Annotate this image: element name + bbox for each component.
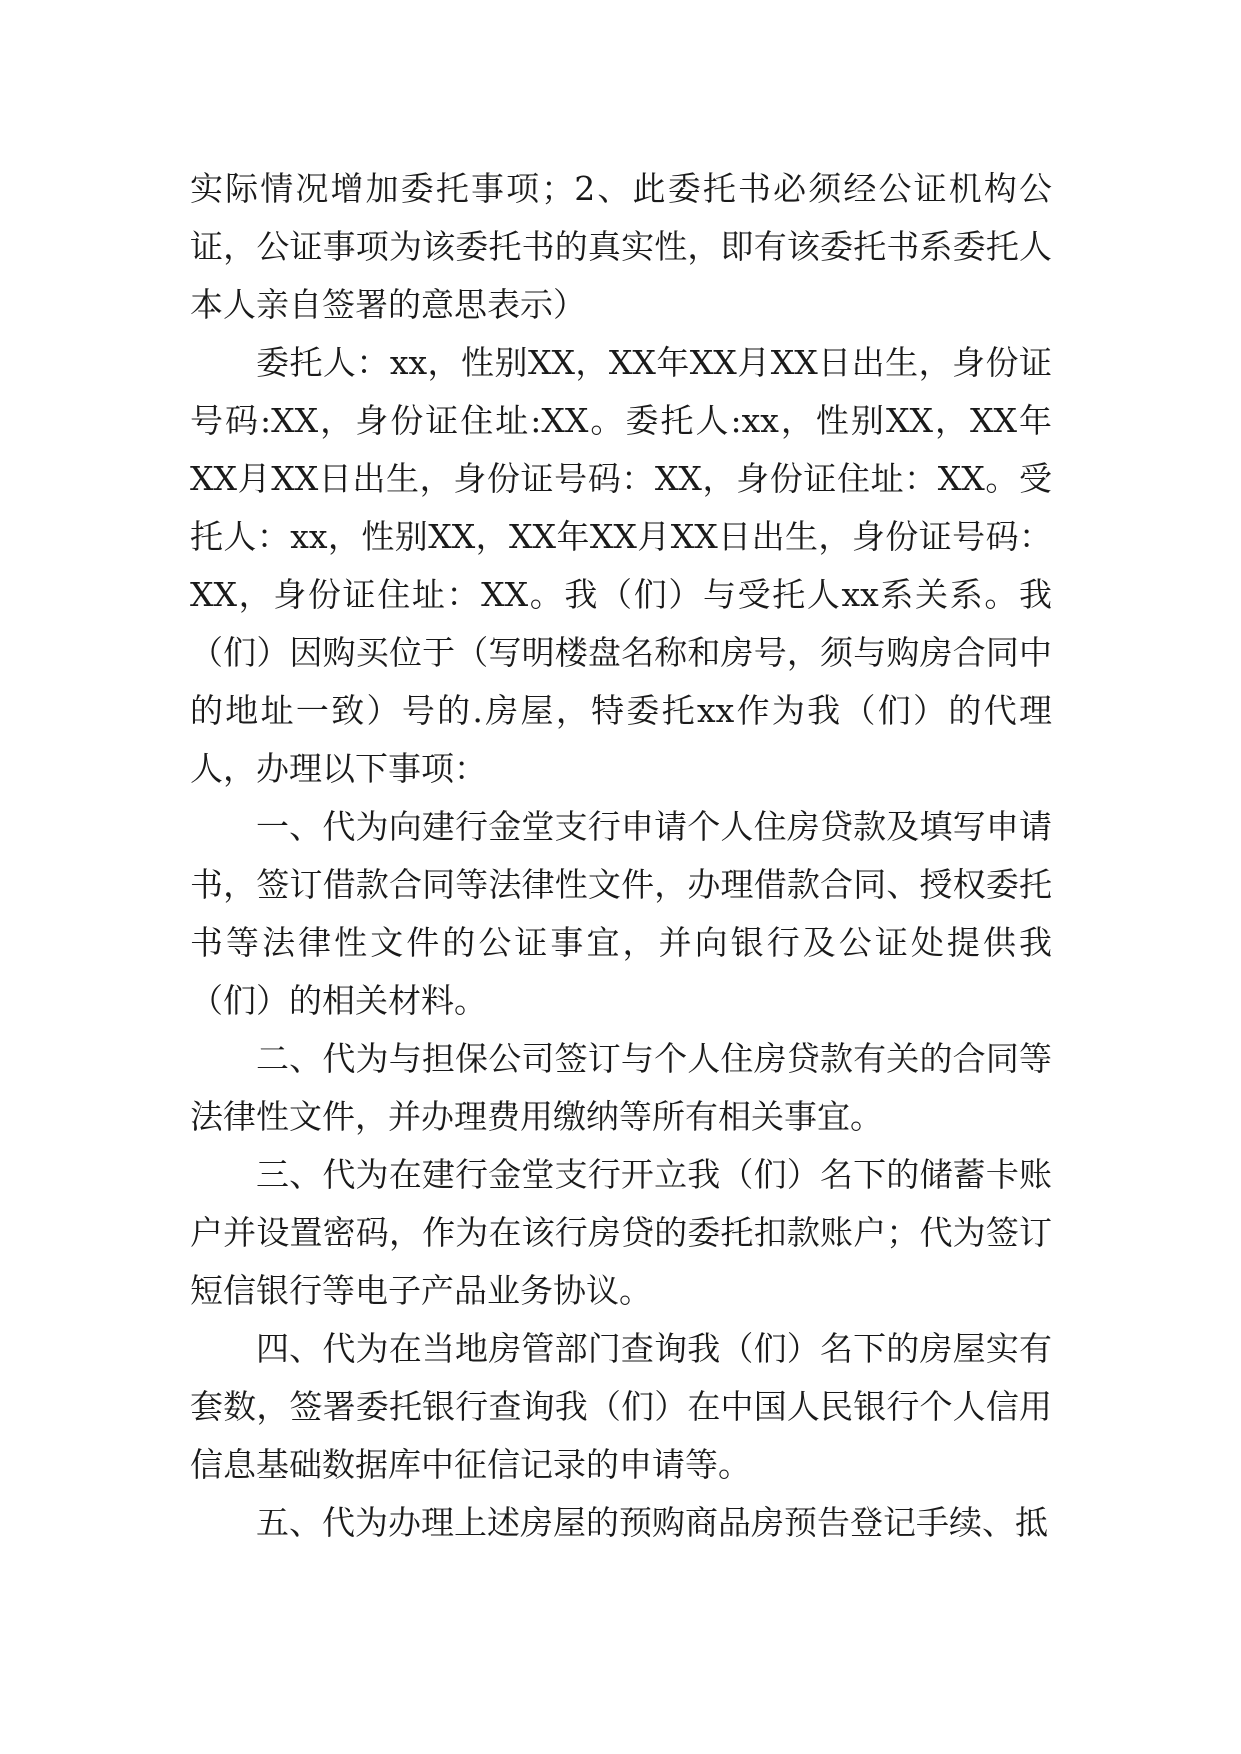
paragraph-delegation-notes: 实际情况增加委托事项；2、此委托书必须经公证机构公证，公证事项为该委托书的真实性，即有该委托书系委托人本人亲自签署的意思表示）	[190, 169, 1052, 324]
paragraph-item-three: 三、代为在建行金堂支行开立我（们）名下的储蓄卡账户并设置密码，作为在该行房贷的委托扣款账户；代为签订短信银行等电子产品业务协议。	[190, 1155, 1052, 1310]
paragraph-item-two: 二、代为与担保公司签订与个人住房贷款有关的合同等法律性文件，并办理费用缴纳等所有相关事宜。	[190, 1039, 1052, 1136]
paragraph-item-four: 四、代为在当地房管部门查询我（们）名下的房屋实有套数，签署委托银行查询我（们）在中国人民银行个人信用信息基础数据库中征信记录的申请等。	[190, 1329, 1052, 1484]
document-body	[190, 160, 1052, 1552]
paragraph-item-five: 五、代为办理上述房屋的预购商品房预告登记手续、抵	[256, 1503, 1048, 1542]
paragraph-item-one: 一、代为向建行金堂支行申请个人住房贷款及填写申请书，签订借款合同等法律性文件，办理借款合同、授权委托书等法律性文件的公证事宜，并向银行及公证处提供我（们）的相关材料。	[190, 807, 1052, 1020]
paragraph-parties: 委托人：xx，性别XX，XX年XX月XX日出生，身份证号码:XX，身份证住址:XX。委托人:xx，性别XX，XX年XX月XX日出生，身份证号码：XX，身份证住址：XX。受托人：xx，性别XX，XX年XX月XX日出生，身份证号码：XX，身份证住址：XX。我（们）与受托人xx系关系。我（们）因购买位于（写明楼盘名称和房号，须与购房合同中的地址一致）号的.房屋，特委托xx作为我（们）的代理人，办理以下事项：	[190, 343, 1052, 788]
